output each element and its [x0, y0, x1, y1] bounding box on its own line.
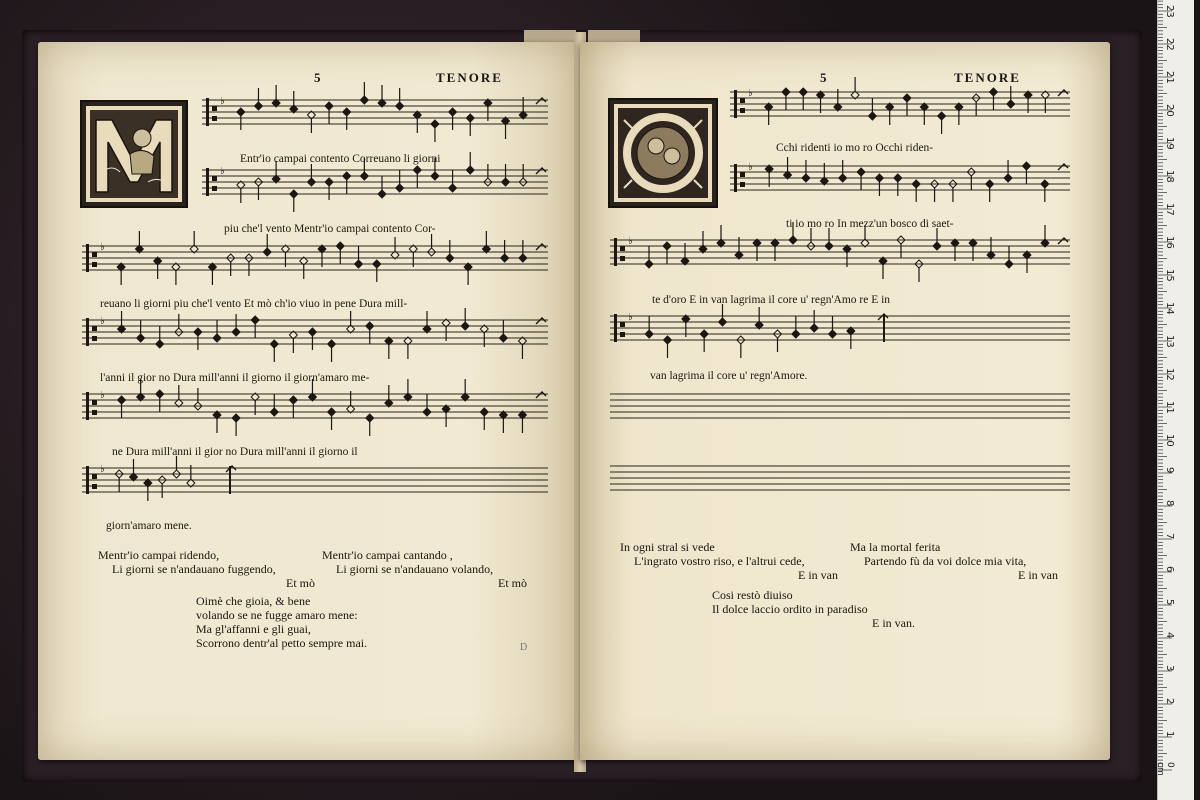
ruler-unit-label: 0 cm [1155, 762, 1175, 776]
verse-line: Oimè che gioia, & bene [196, 594, 311, 608]
ruler-ticks [1158, 0, 1194, 800]
note [173, 456, 181, 478]
note [466, 152, 474, 174]
note [755, 307, 763, 329]
right-page [580, 42, 1110, 760]
empty-staff [610, 394, 1070, 418]
note [972, 94, 980, 116]
verse-line: Mentr'io campai ridendo, [98, 548, 220, 562]
note [378, 85, 386, 107]
note [237, 181, 245, 203]
ruler-number: 22 [1164, 38, 1175, 51]
note [807, 228, 815, 250]
note [232, 314, 240, 336]
note [868, 98, 876, 120]
verse-line: Partendo fù da voi dolce mia vita, [864, 554, 1027, 568]
verse-stanza-right [850, 540, 1058, 582]
lyric-line: giorn'amaro mene. [106, 520, 192, 532]
note [955, 103, 963, 125]
verse-line: Mentr'io campai cantando , [322, 548, 453, 562]
verse-stanza-center [712, 588, 915, 630]
note [518, 337, 526, 359]
ruler-number: 2 [1164, 698, 1175, 705]
svg-text:♭: ♭ [220, 166, 225, 177]
ruler-number: 14 [1164, 302, 1175, 315]
note [272, 85, 280, 107]
note [810, 310, 818, 332]
empty-staff [890, 316, 1070, 340]
note [645, 246, 653, 268]
note [829, 316, 837, 338]
note [519, 164, 527, 186]
note [423, 394, 431, 416]
note [396, 170, 404, 192]
page-number: 5 [314, 70, 321, 85]
ruler-number: 16 [1164, 236, 1175, 249]
note [484, 164, 492, 186]
note [328, 408, 336, 430]
note [175, 314, 183, 336]
verse-line: Il dolce laccio ordito in paradiso [712, 602, 868, 616]
note [194, 388, 202, 410]
note [343, 108, 351, 130]
note [289, 396, 297, 418]
note [194, 328, 202, 350]
note [851, 77, 859, 99]
staff [82, 379, 548, 436]
note [423, 311, 431, 333]
note [802, 160, 810, 182]
verse-line: Li giorni se n'andauano volando, [336, 562, 494, 576]
verse-line: Ma gl'affanni e gli guai, [196, 622, 311, 636]
ruler-number: 11 [1164, 401, 1175, 414]
svg-text:♭: ♭ [748, 88, 753, 99]
note [903, 94, 911, 116]
note [227, 254, 235, 276]
note [130, 459, 138, 481]
note [912, 180, 920, 202]
note [237, 108, 245, 130]
verse-line: E in van. [872, 616, 915, 630]
svg-text:♭: ♭ [100, 390, 105, 401]
note [645, 316, 653, 338]
svg-text:♭: ♭ [628, 236, 633, 247]
ruler-number: 17 [1164, 203, 1175, 216]
svg-text:♭: ♭ [748, 162, 753, 173]
verse-line: In ogni stral si vede [620, 540, 715, 554]
verse-line: L'ingrato vostro riso, e l'altrui cede, [634, 554, 805, 568]
note [894, 174, 902, 196]
note [663, 242, 671, 264]
note [719, 304, 727, 326]
note [156, 326, 164, 348]
note [431, 120, 439, 142]
lyric-line: piu che'l vento Mentr'io campai contento Cor- [224, 223, 436, 235]
note [482, 231, 490, 253]
note [373, 260, 381, 282]
verse-line: Ma la mortal ferita [850, 540, 941, 554]
note [1004, 160, 1012, 182]
note [699, 231, 707, 253]
ruler-number: 9 [1164, 467, 1175, 474]
note [413, 166, 421, 188]
note [366, 414, 374, 436]
lyric-line: Entr'io campai contento Correuano li giorni [240, 153, 441, 165]
ruler-number: 18 [1164, 170, 1175, 183]
note [461, 379, 469, 401]
staff [202, 82, 548, 142]
note [825, 228, 833, 250]
note [254, 88, 262, 110]
note [117, 263, 125, 285]
note [404, 337, 412, 359]
part-header: TENORE [436, 70, 503, 85]
note [664, 336, 672, 358]
note [144, 479, 152, 501]
ruler-number: 20 [1164, 104, 1175, 117]
note [499, 411, 507, 433]
note [792, 316, 800, 338]
lyric-line: te d'oro E in van lagrima il core u' regn'Amo re E in [652, 294, 891, 306]
note [355, 246, 363, 268]
svg-text:♭: ♭ [100, 464, 105, 475]
note [307, 111, 315, 133]
signature-mark: D [520, 642, 528, 653]
note [920, 103, 928, 125]
note [501, 240, 509, 262]
note [499, 320, 507, 342]
note [518, 411, 526, 433]
ruler-number: 15 [1164, 269, 1175, 282]
note [442, 405, 450, 427]
note [737, 336, 745, 358]
note [325, 178, 333, 200]
note [336, 242, 344, 264]
note [1007, 86, 1015, 108]
note [931, 180, 939, 202]
note [115, 470, 123, 492]
verse-line: Scorrono dentr'al petto sempre mai. [196, 636, 368, 650]
note [307, 164, 315, 186]
note [172, 263, 180, 285]
lyric-line: ti io mo ro In mezz'un bosco di saet- [786, 218, 954, 230]
ruler-number: 21 [1164, 71, 1175, 84]
note [839, 160, 847, 182]
verse-line: Li giorni se n'andauano fuggendo, [112, 562, 276, 576]
staff [610, 304, 890, 358]
verse-stanza-left [620, 540, 838, 582]
note [897, 236, 905, 258]
ruler-number: 8 [1164, 500, 1175, 507]
note [464, 263, 472, 285]
note [967, 168, 975, 190]
verse-line: E in van [798, 568, 838, 582]
page-number: 5 [820, 70, 827, 85]
note [1023, 251, 1031, 273]
note [328, 340, 336, 362]
verse-line: Et mò [286, 576, 315, 590]
note [449, 108, 457, 130]
staff [610, 222, 1070, 282]
note [154, 257, 162, 279]
verse-stanza-center [196, 594, 367, 650]
note [213, 320, 221, 342]
note [428, 234, 436, 256]
staff [82, 308, 548, 362]
svg-text:♭: ♭ [100, 242, 105, 253]
note [449, 170, 457, 192]
note [137, 320, 145, 342]
ruler-number: 5 [1164, 599, 1175, 606]
note [308, 328, 316, 350]
lyric-line: reuano li giorni piu che'l vento Et mò ch'io viuo in pene Dura mill- [100, 298, 408, 310]
measuring-ruler [1157, 0, 1194, 800]
note [175, 385, 183, 407]
empty-staff [238, 468, 548, 492]
note [989, 88, 997, 110]
music-staves [38, 42, 578, 760]
note [300, 257, 308, 279]
note [1005, 246, 1013, 268]
ruler-number: 13 [1164, 335, 1175, 348]
note [847, 327, 855, 349]
ruler-number: 1 [1164, 731, 1175, 738]
note [765, 103, 773, 125]
note [385, 385, 393, 407]
note [289, 331, 297, 353]
note [343, 172, 351, 194]
note [466, 114, 474, 136]
ruler-number: 4 [1164, 632, 1175, 639]
note [782, 88, 790, 110]
verse-line: volando se ne fugge amaro mene: [196, 608, 358, 622]
staff [82, 456, 238, 501]
note [879, 257, 887, 279]
empty-staff [610, 466, 1070, 490]
note [404, 379, 412, 401]
note [270, 394, 278, 416]
note [118, 311, 126, 333]
note [290, 91, 298, 113]
note [886, 103, 894, 125]
note [190, 231, 198, 253]
note [774, 330, 782, 352]
note [519, 240, 527, 262]
svg-text:♭: ♭ [628, 312, 633, 323]
ruler-number: 7 [1164, 533, 1175, 540]
lyric-line: ne Dura mill'anni il gior no Dura mill'anni il giorno il [112, 446, 358, 458]
note [502, 164, 510, 186]
note [875, 174, 883, 196]
note [949, 180, 957, 202]
note [717, 225, 725, 247]
note [213, 411, 221, 433]
note [413, 111, 421, 133]
note [232, 414, 240, 436]
note [156, 390, 164, 412]
note [290, 190, 298, 212]
note [254, 178, 262, 200]
note [1041, 180, 1049, 202]
ruler-number: 6 [1164, 566, 1175, 573]
note [857, 168, 865, 190]
note [986, 180, 994, 202]
note [245, 254, 253, 276]
note [360, 82, 368, 104]
note [158, 476, 166, 498]
note [118, 396, 126, 418]
note [1041, 225, 1049, 247]
verse-line: E in van [1018, 568, 1058, 582]
note [461, 308, 469, 330]
note [378, 176, 386, 198]
lyric-line: l'anni il gior no Dura mill'anni il giorno il giorn'amaro me- [100, 372, 370, 384]
svg-text:♭: ♭ [220, 96, 225, 107]
staff [730, 157, 1070, 202]
ruler-number: 3 [1164, 665, 1175, 672]
note [799, 88, 807, 110]
note [270, 340, 278, 362]
verse-stanza-left [98, 548, 315, 590]
note [784, 157, 792, 179]
note [135, 231, 143, 253]
ruler-number: 10 [1164, 434, 1175, 447]
part-header: TENORE [954, 70, 1021, 85]
note [700, 330, 708, 352]
ruler-number: 19 [1164, 137, 1175, 150]
note [208, 263, 216, 285]
note [347, 311, 355, 333]
note [251, 316, 259, 338]
verse-line: Et mò [498, 576, 527, 590]
left-page [38, 42, 578, 760]
verse-line: Cosi restò diuiso [712, 588, 793, 602]
lyric-line: Cchi ridenti io mo ro Occhi riden- [776, 142, 934, 154]
note [480, 408, 488, 430]
ruler-number: 23 [1164, 5, 1175, 18]
ruler-number: 12 [1164, 368, 1175, 381]
note [385, 337, 393, 359]
lyric-line: van lagrima il core u' regn'Amore. [650, 370, 808, 382]
note [391, 237, 399, 259]
verse-stanza-right [322, 548, 527, 590]
note [938, 112, 946, 134]
note [446, 240, 454, 262]
staff [82, 231, 548, 285]
note [366, 322, 374, 344]
note [502, 117, 510, 139]
note [933, 228, 941, 250]
svg-text:♭: ♭ [100, 316, 105, 327]
note [1022, 162, 1030, 184]
note [325, 102, 333, 124]
note [396, 88, 404, 110]
note [263, 234, 271, 256]
staff [730, 77, 1070, 134]
note [915, 260, 923, 282]
